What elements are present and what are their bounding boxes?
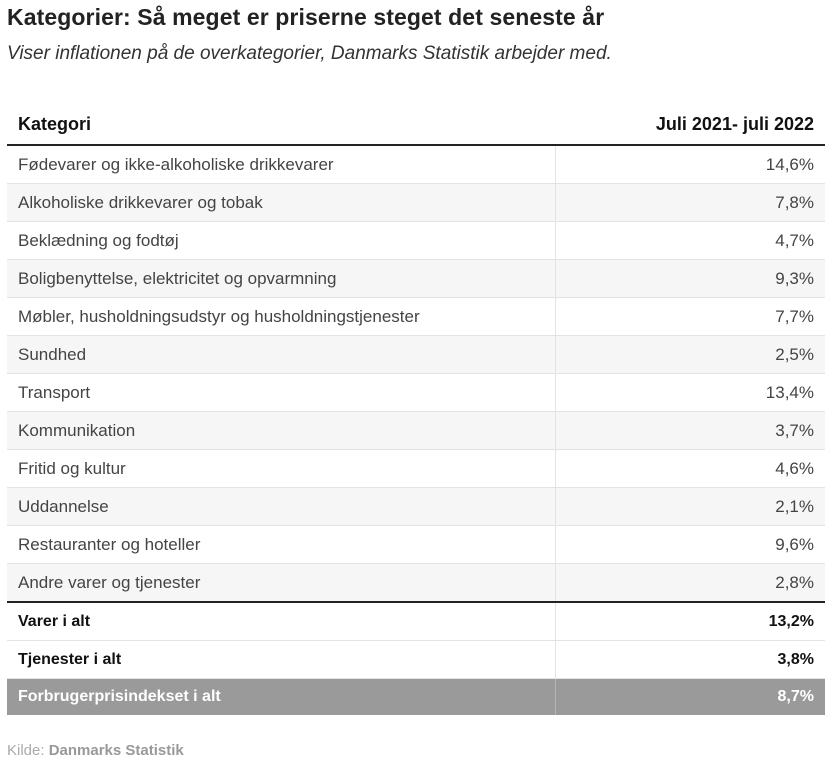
value-cell: 7,8% <box>555 184 825 222</box>
category-cell: Transport <box>7 374 555 412</box>
category-cell: Alkoholiske drikkevarer og tobak <box>7 184 555 222</box>
table-row <box>7 526 825 564</box>
category-cell: Andre varer og tjenester <box>7 564 555 603</box>
value-cell: 2,8% <box>555 564 825 603</box>
total-row <box>7 679 825 716</box>
category-cell: Boligbenyttelse, elektricitet og opvarmning <box>7 260 555 298</box>
category-cell: Kommunikation <box>7 412 555 450</box>
category-cell: Restauranter og hoteller <box>7 526 555 564</box>
value-cell: 4,7% <box>555 222 825 260</box>
category-cell: Tjenester i alt <box>7 641 555 679</box>
category-cell: Uddannelse <box>7 488 555 526</box>
category-cell: Beklædning og fodtøj <box>7 222 555 260</box>
table-row <box>7 336 825 374</box>
table-row <box>7 412 825 450</box>
value-cell: 2,1% <box>555 488 825 526</box>
total-row <box>7 602 825 641</box>
category-cell: Fritid og kultur <box>7 450 555 488</box>
category-cell: Varer i alt <box>7 602 555 641</box>
value-cell: 7,7% <box>555 298 825 336</box>
value-cell: 9,3% <box>555 260 825 298</box>
category-cell: Forbrugerprisindekset i alt <box>7 679 555 716</box>
column-header-period: Juli 2021- juli 2022 <box>555 104 825 145</box>
table-row <box>7 374 825 412</box>
value-cell: 3,8% <box>555 641 825 679</box>
table-row <box>7 450 825 488</box>
chart-subtitle: Viser inflationen på de overkategorier, Danmarks Statistik arbejder med. <box>7 43 612 64</box>
table-totals <box>7 602 825 715</box>
table-row <box>7 298 825 336</box>
table-row <box>7 184 825 222</box>
table-row <box>7 222 825 260</box>
table-row <box>7 564 825 603</box>
table-header-row <box>7 104 825 145</box>
value-cell: 4,6% <box>555 450 825 488</box>
category-cell: Fødevarer og ikke-alkoholiske drikkevarer <box>7 145 555 184</box>
table-row <box>7 145 825 184</box>
source-label: Kilde: <box>7 742 45 759</box>
value-cell: 14,6% <box>555 145 825 184</box>
value-cell: 13,2% <box>555 602 825 641</box>
value-cell: 8,7% <box>555 679 825 716</box>
source-name: Danmarks Statistik <box>48 742 184 759</box>
table-row <box>7 488 825 526</box>
category-cell: Møbler, husholdningsudstyr og husholdningstjenester <box>7 298 555 336</box>
value-cell: 2,5% <box>555 336 825 374</box>
total-row <box>7 641 825 679</box>
inflation-table <box>7 104 825 715</box>
category-cell: Sundhed <box>7 336 555 374</box>
table-row <box>7 260 825 298</box>
value-cell: 13,4% <box>555 374 825 412</box>
column-header-category: Kategori <box>7 104 555 145</box>
source-note <box>7 742 184 759</box>
chart-title: Kategorier: Så meget er priserne steget det seneste år <box>7 4 605 30</box>
table-body <box>7 145 825 602</box>
value-cell: 3,7% <box>555 412 825 450</box>
value-cell: 9,6% <box>555 526 825 564</box>
